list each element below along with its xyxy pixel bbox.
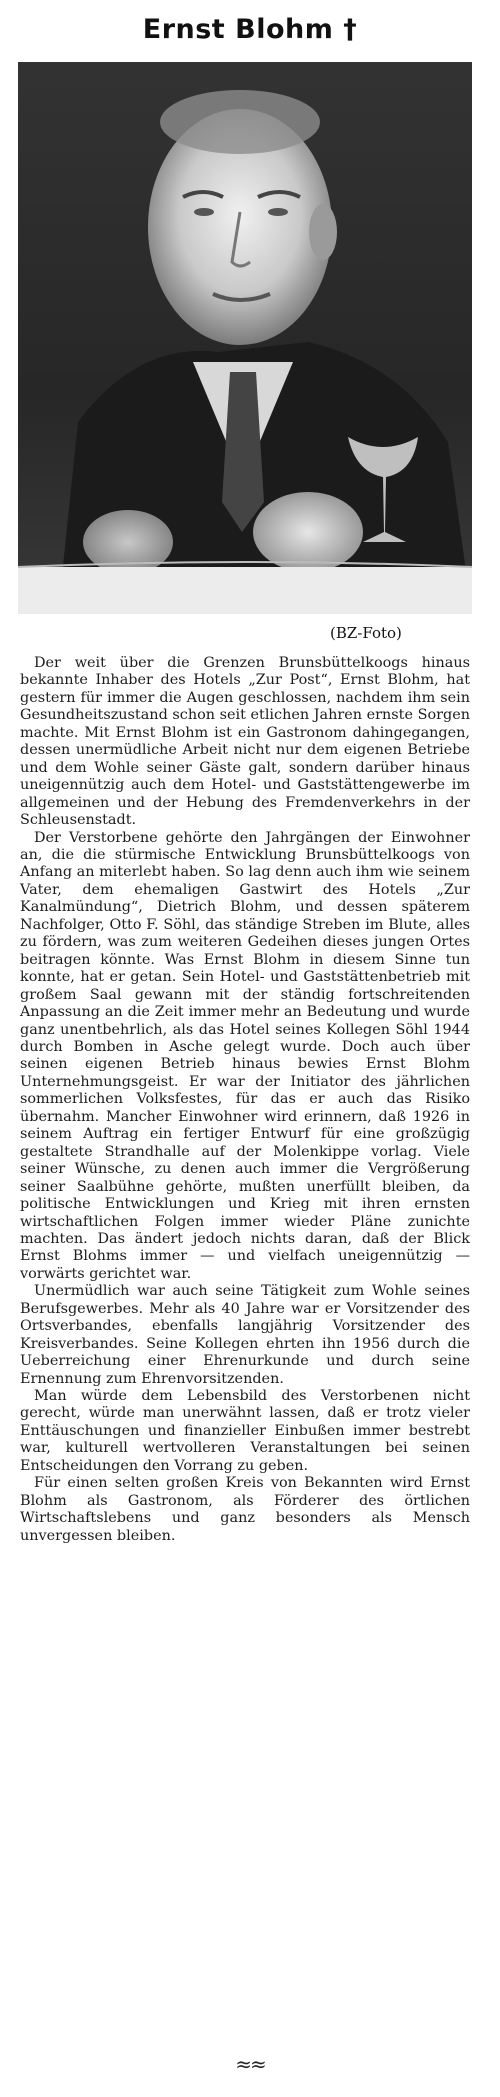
portrait-photo [18, 62, 472, 614]
article-body [20, 655, 470, 1545]
portrait-illustration [18, 62, 472, 614]
closing-ornament: ≈≈ [235, 2052, 265, 2076]
article-paragraph: Man würde dem Lebensbild des Verstorbenen nicht gerecht, würde man unerwähnt lassen, daß er trotz vieler Enttäuschungen und finanzieller Einbußen immer bestrebt war, kulturell wertvolleren Veranstaltungen bei seinen Entscheidungen den Vorrang zu geben. [20, 1388, 470, 1474]
article-paragraph: Der Verstorbene gehörte den Jahrgängen der Einwohner an, die die stürmische Entwicklung Brunsbüttelkoogs von Anfang an miterlebt haben. So lag denn auch ihm wie seinem Vater, dem ehemaligen Gastwirt des Hotels „Zur Kanalmündung“, Dietrich Blohm, und dessen späterem Nachfolger, Otto F. Söhl, das ständige Streben im Blute, alles zu fördern, was zum weiteren Gedeihen dieses jungen Ortes beitragen könnte. Was Ernst Blohm in diesem Sinne tun konnte, hat er getan. Sein Hotel- und Gaststättenbetrieb mit großem Saal gewann mit der ständig fortschreitenden Anpassung an die Zeit immer mehr an Bedeutung und wurde ganz unentbehrlich, als das Hotel seines Kollegen Söhl 1944 durch Bomben in Asche gelegt wurde. Doch auch über seinen eigenen Betrieb hinaus bewies Ernst Blohm Unternehmungsgeist. Er war der Initiator des jährlichen sommerlichen Volksfestes, für das er auch das Risiko übernahm. Mancher Einwohner wird erinnern, daß 1926 in seinem Auftrag ein fertiger Entwurf für eine großzügig gestaltete Strandhalle auf der Molenkippe vorlag. Viele seiner Wünsche, zu denen auch immer die Vergrößerung seiner Saalbühne gehörte, mußten unerfüllt bleiben, da politische Entwicklungen und Krieg mit ihren ernsten wirtschaftlichen Folgen immer wieder Pläne zunichte machten. Das ändert jedoch nichts daran, daß der Blick Ernst Blohms immer — und vielfach uneigennützig — vorwärts gerichtet war. [20, 829, 470, 1282]
article-title: Ernst Blohm † [142, 14, 358, 45]
article-paragraph: Unermüdlich war auch seine Tätigkeit zum Wohle seines Berufsgewerbes. Mehr als 40 Jahre war er Vorsitzender des Ortsverbandes, ebenfalls langjährig Vorsitzender des Kreisverbandes. Seine Kollegen ehrten ihn 1956 durch die Ueberreichung einer Ehrenurkunde und durch seine Ernennung zum Ehrenvorsitzenden. [20, 1283, 470, 1387]
article-paragraph: Für einen selten großen Kreis von Bekannten wird Ernst Blohm als Gastronom, als Förderer des örtlichen Wirtschaftslebens und ganz besonders als Mensch unvergessen bleiben. [20, 1475, 470, 1544]
photo-credit: (BZ-Foto) [330, 624, 402, 642]
article-paragraph: Der weit über die Grenzen Brunsbüttelkoogs hinaus bekannte Inhaber des Hotels „Zur Post“, Ernst Blohm, hat gestern für immer die Augen geschlossen, nachdem ihm sein Gesundheitszustand schon seit etlichen Jahren ernste Sorgen machte. Mit Ernst Blohm ist ein Gastronom dahingegangen, dessen unermüdliche Arbeit nicht nur dem eigenen Betriebe und dem Wohle seiner Gäste galt, sondern darüber hinaus uneigennützig auch dem Hotel- und Gaststättengewerbe im allgemeinen und der Hebung des Fremdenverkehrs in der Schleusenstadt. [20, 655, 470, 829]
